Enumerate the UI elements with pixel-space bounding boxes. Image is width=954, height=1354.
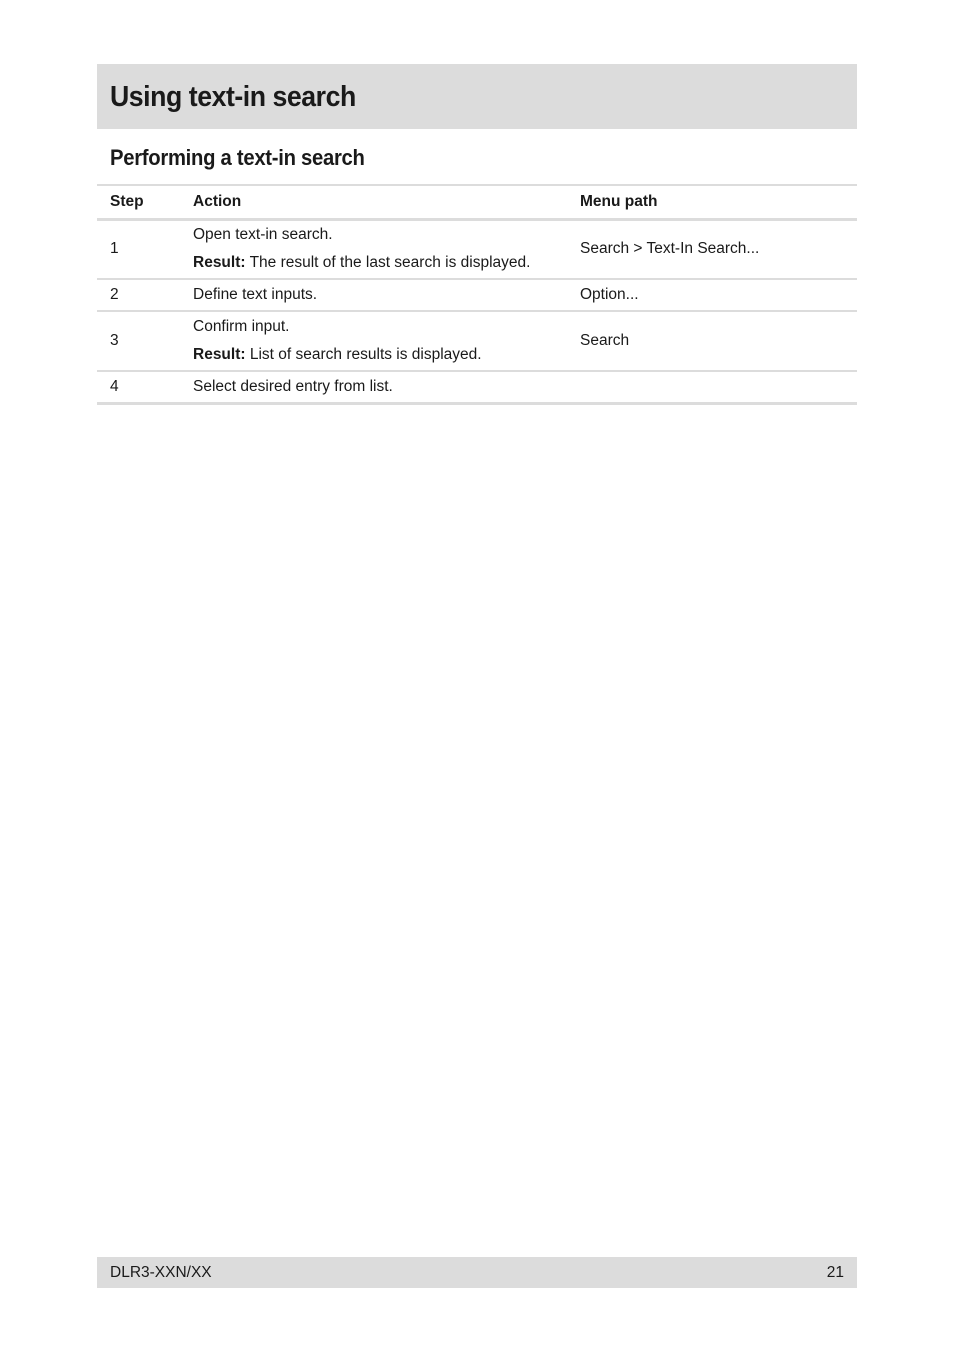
column-header-menu-path: Menu path xyxy=(580,192,658,210)
step-number: 1 xyxy=(110,240,119,258)
result-label: Result: xyxy=(193,254,246,272)
action-text: Confirm input. xyxy=(193,318,290,335)
action-text: Define text inputs. xyxy=(193,286,318,303)
action-cell xyxy=(193,311,580,371)
result-line xyxy=(193,341,580,369)
menu-path xyxy=(580,371,857,403)
step-number: 3 xyxy=(110,332,119,349)
menu-path: Search xyxy=(580,332,630,349)
page-title: Using text-in search xyxy=(110,81,356,113)
menu-path: Search > Text-In Search... xyxy=(580,240,760,258)
result-text: The result of the last search is displayed. xyxy=(245,254,531,272)
result-text: List of search results is displayed. xyxy=(245,346,482,363)
table-row xyxy=(97,219,857,279)
action-cell xyxy=(193,219,580,279)
section-subtitle: Performing a text-in search xyxy=(110,145,365,170)
steps-table xyxy=(97,184,857,405)
table-row xyxy=(97,279,857,311)
column-header-action: Action xyxy=(193,192,242,210)
action-text: Open text-in search. xyxy=(193,226,333,244)
footer-bar xyxy=(97,1257,857,1288)
title-bar xyxy=(97,64,857,129)
model-number: DLR3-XXN/XX xyxy=(110,1264,212,1281)
result-line xyxy=(193,249,580,277)
step-number: 4 xyxy=(110,377,119,395)
action-text: Select desired entry from list. xyxy=(193,377,393,395)
table-row xyxy=(97,371,857,403)
page-number: 21 xyxy=(826,1264,844,1281)
table-header-row xyxy=(97,185,857,219)
table-row xyxy=(97,311,857,371)
step-number: 2 xyxy=(110,286,119,303)
result-label: Result: xyxy=(193,346,246,363)
menu-path: Option... xyxy=(580,286,639,303)
column-header-step: Step xyxy=(110,192,144,210)
